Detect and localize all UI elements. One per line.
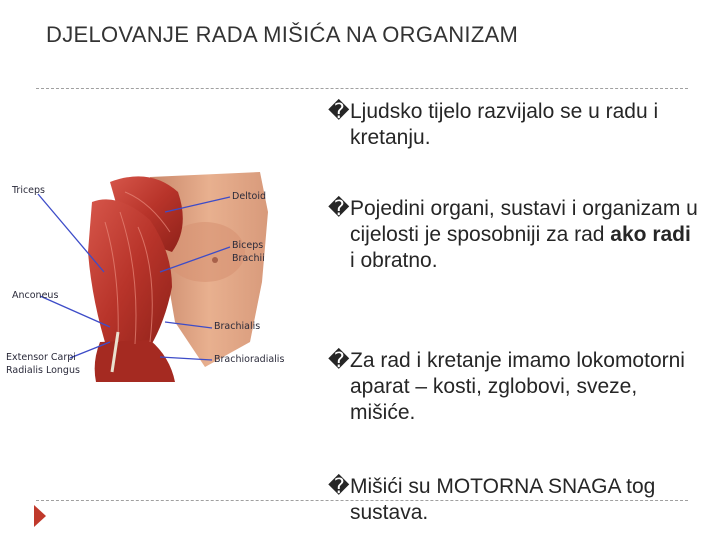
- bullet-item: [328, 348, 700, 426]
- bullet-text: Pojedini organi, sustavi i organizam u cijelosti je sposobniji za rad: [350, 197, 698, 246]
- label-biceps-1: Biceps: [232, 240, 264, 251]
- footer-divider: [36, 500, 688, 501]
- bullet-marker: �: [328, 475, 350, 498]
- label-deltoid: Deltoid: [232, 191, 267, 202]
- nav-arrow-icon[interactable]: [34, 505, 46, 527]
- bullet-text: Mišići su MOTORNA SNAGA tog sustava.: [350, 475, 656, 524]
- label-brachialis: Brachialis: [214, 321, 261, 332]
- arm-muscle-illustration: [0, 172, 300, 382]
- label-triceps: Triceps: [12, 185, 45, 196]
- label-biceps-2: Brachii: [232, 253, 265, 264]
- arm-anatomy-drawing: [0, 172, 300, 382]
- bullet-item: [328, 99, 700, 151]
- title-divider: [36, 88, 688, 89]
- bullet-marker: �: [328, 197, 350, 220]
- slide-title: DJELOVANJE RADA MIŠIĆA NA ORGANIZAM: [46, 22, 519, 47]
- forearm-muscles: [95, 340, 175, 382]
- label-anconeus: Anconeus: [12, 290, 59, 301]
- bullet-marker: �: [328, 100, 350, 123]
- bullet-marker: �: [328, 349, 350, 372]
- bullet-text: Ljudsko tijelo razvijalo se u radu i kretanju.: [350, 100, 659, 149]
- label-extensor-2: Radialis Longus: [6, 365, 80, 376]
- bullet-emphasis: ako radi: [610, 223, 691, 246]
- bullet-item: [328, 196, 700, 274]
- bullet-text: Za rad i kretanje imamo lokomotorni aparat – kosti, zglobovi, sveze, mišiće.: [350, 349, 685, 424]
- nipple: [212, 257, 218, 263]
- label-brachioradialis: Brachioradialis: [214, 354, 285, 365]
- bullet-text-end: i obratno.: [350, 249, 438, 272]
- label-extensor-1: Extensor Carpi: [6, 352, 76, 363]
